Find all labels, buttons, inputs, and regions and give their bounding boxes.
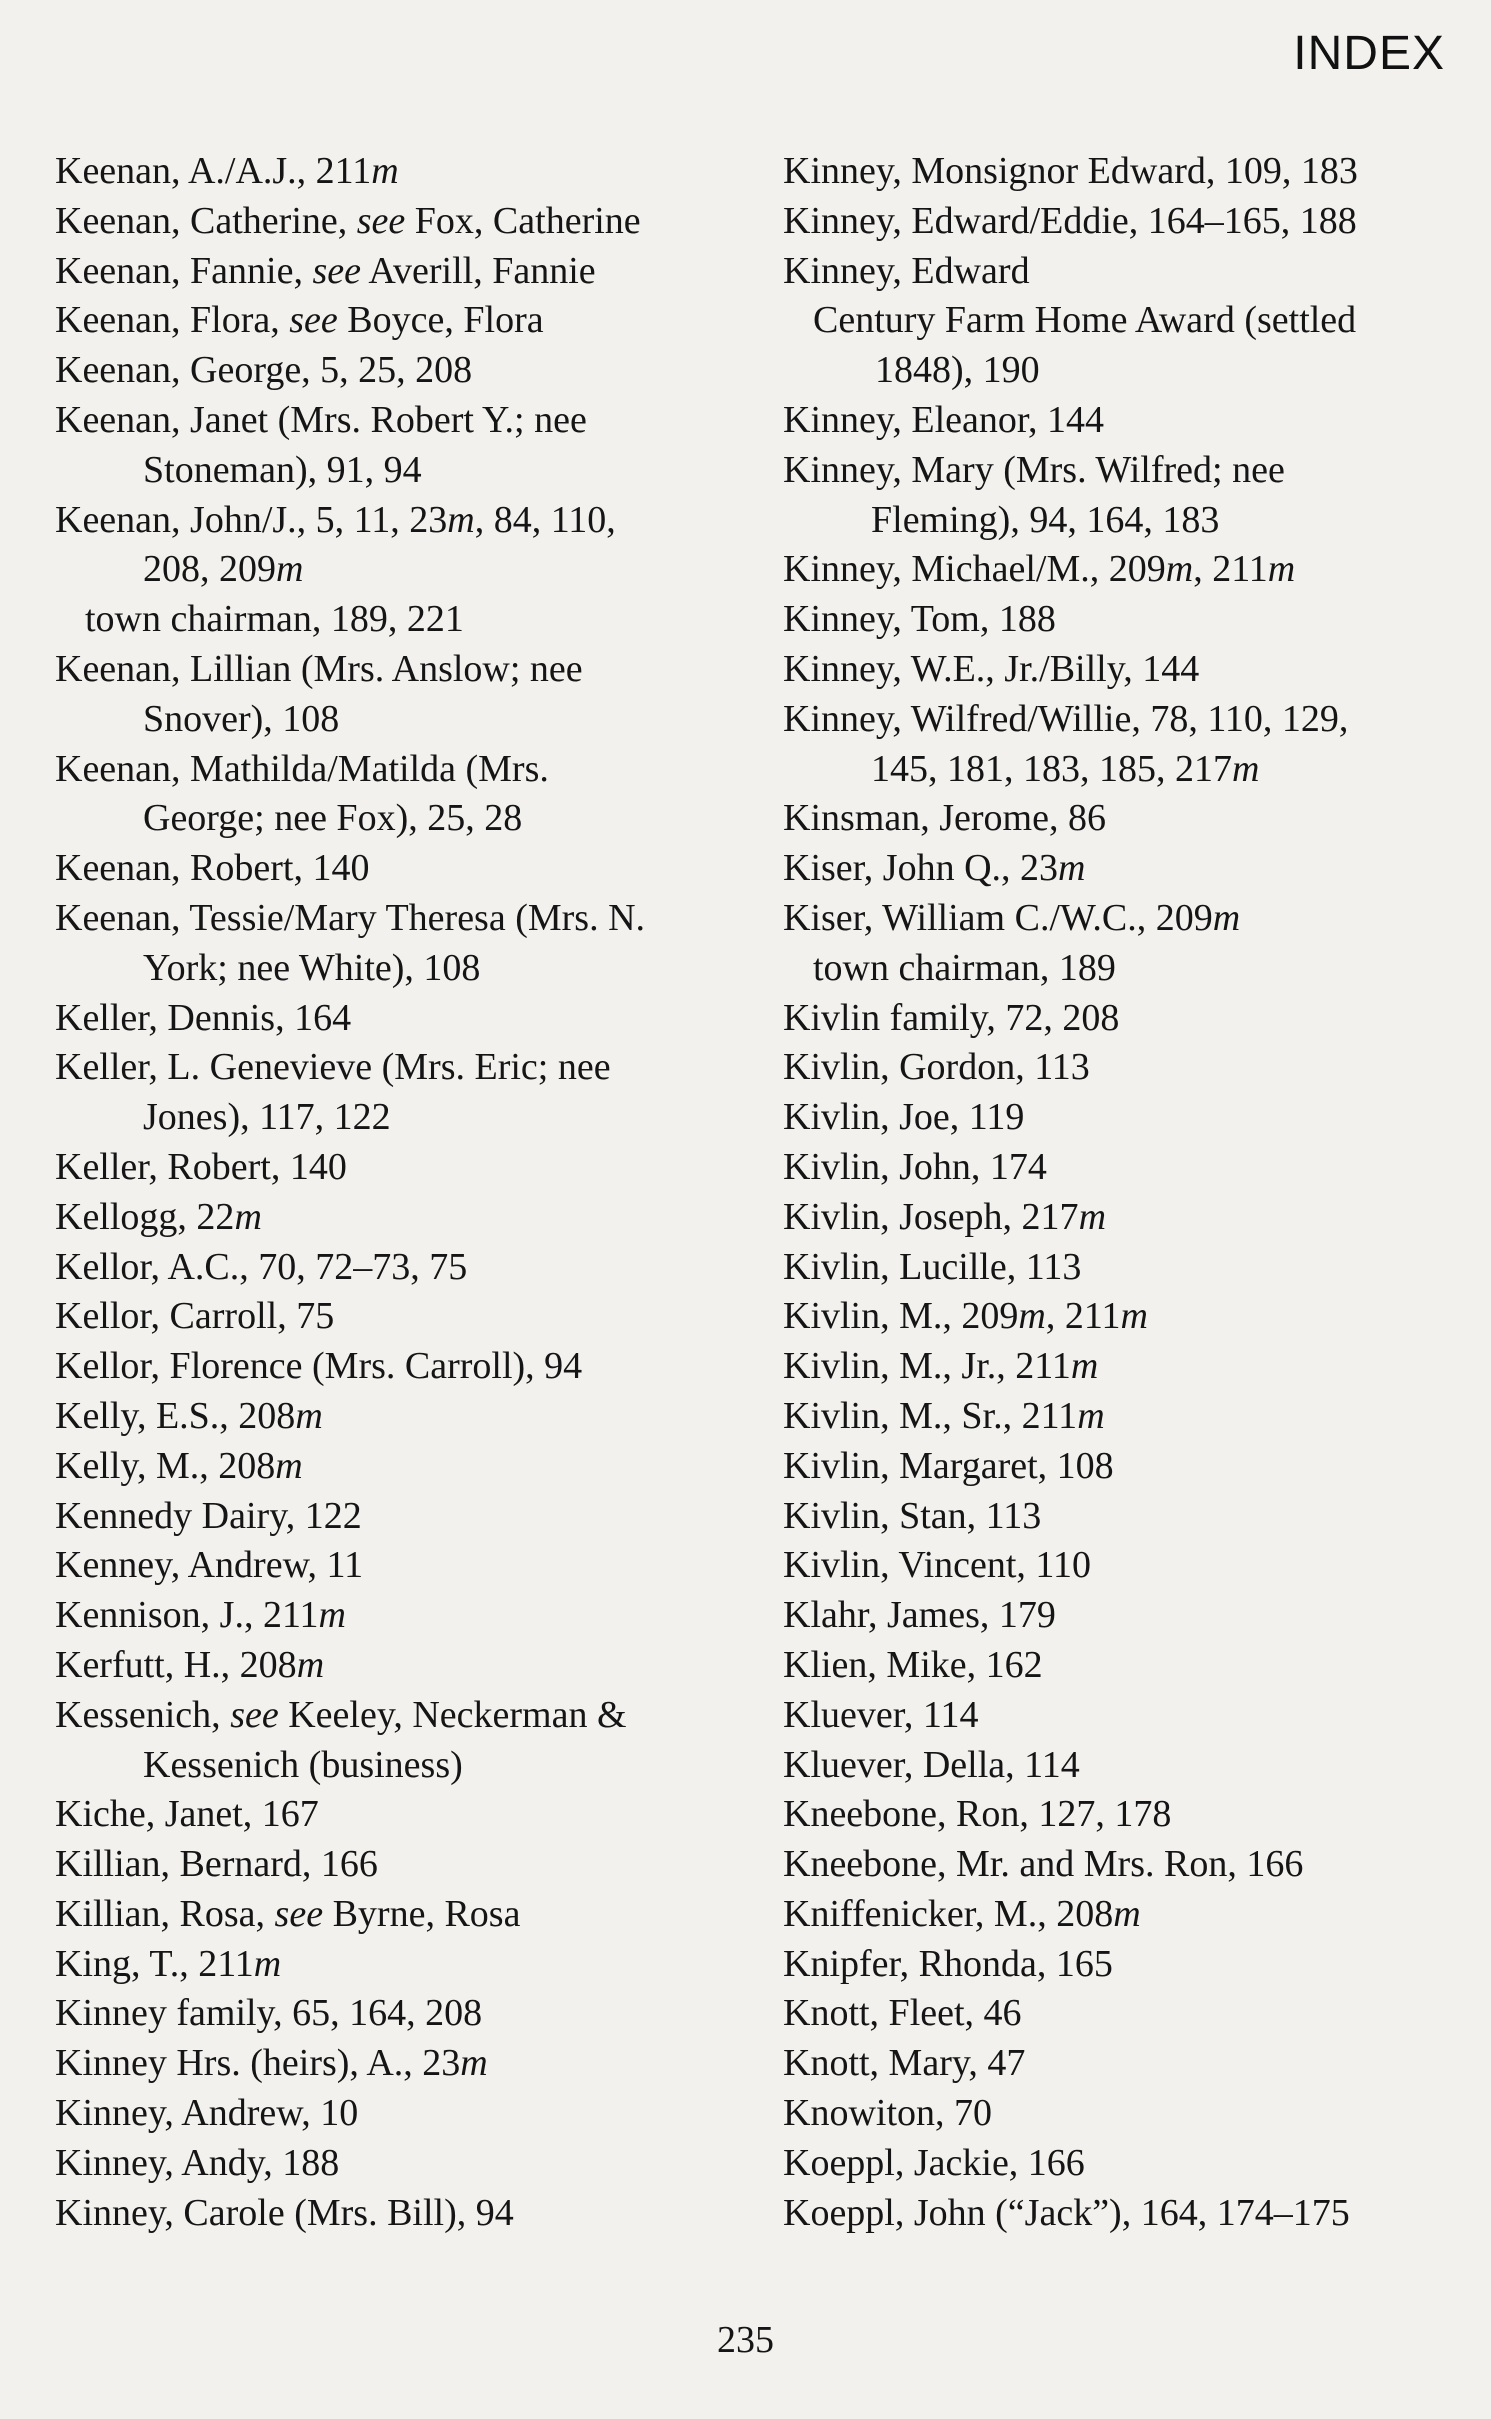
entry-text: Keenan, A./A.J., 211: [55, 150, 372, 192]
index-entry: [55, 2139, 755, 2189]
entry-text: Kivlin, Joe, 119: [783, 1096, 1025, 1139]
italic-text: m: [447, 498, 475, 541]
italic-text: see: [230, 1693, 279, 1736]
entry-text: , 211: [1193, 548, 1268, 591]
entry-text: Kluever, Della, 114: [783, 1743, 1080, 1786]
entry-text: Keenan, Lillian (Mrs. Anslow; nee: [55, 647, 583, 690]
index-entry: [55, 1641, 755, 1691]
index-entry: [55, 1243, 755, 1293]
italic-text: m: [1070, 1345, 1099, 1388]
entry-text: Kerfutt, H., 208: [55, 1643, 297, 1686]
entry-text: Keenan, John/J., 5, 11, 23: [55, 498, 448, 541]
index-entry: [783, 844, 1483, 894]
index-entry-continuation: [55, 1741, 755, 1791]
entry-text: Snover), 108: [143, 697, 340, 740]
index-entry: [783, 1591, 1483, 1641]
entry-text: Kinney, Carole (Mrs. Bill), 94: [55, 2191, 514, 2234]
entry-text: Kivlin, M., 209: [783, 1295, 1019, 1338]
entry-text: Kivlin, Margaret, 108: [783, 1444, 1114, 1487]
italic-text: m: [1120, 1295, 1148, 1338]
italic-text: see: [289, 299, 338, 342]
entry-text: Kinney, Monsignor Edward, 109, 183: [783, 150, 1358, 192]
italic-text: m: [1113, 1892, 1141, 1935]
index-entry: [55, 1940, 755, 1990]
italic-text: m: [1078, 1195, 1107, 1238]
entry-text: Keenan, Tessie/Mary Theresa (Mrs. N.: [55, 896, 646, 939]
index-entry: [783, 1541, 1483, 1591]
entry-text: Keenan, Catherine,: [55, 199, 357, 242]
index-entry: [783, 1790, 1483, 1840]
entry-text: Kellor, Carroll, 75: [55, 1295, 335, 1338]
index-entry: [783, 1043, 1483, 1093]
entry-text: Kinsman, Jerome, 86: [783, 797, 1106, 840]
italic-text: m: [371, 150, 399, 192]
page-number: 235: [717, 2319, 774, 2361]
entry-text: Kivlin, Joseph, 217: [783, 1195, 1079, 1238]
entry-text: Keller, Dennis, 164: [55, 996, 352, 1039]
entry-text: Kiser, John Q., 23: [783, 847, 1059, 890]
entry-text: Keenan, Flora,: [55, 299, 290, 342]
index-entry: [783, 2089, 1483, 2139]
entry-text: Knott, Fleet, 46: [783, 1992, 1022, 2035]
index-entry: [55, 1989, 755, 2039]
index-entry: [55, 1541, 755, 1591]
index-entry: [783, 2189, 1483, 2239]
index-entry-continuation: [783, 745, 1483, 795]
italic-text: m: [234, 1195, 262, 1238]
entry-text: Kinney, W.E., Jr./Billy, 144: [783, 647, 1200, 690]
italic-text: m: [1212, 896, 1241, 939]
entry-text: Kinney, Eleanor, 144: [783, 398, 1105, 441]
index-entry: [55, 197, 755, 247]
index-entry: [55, 1193, 755, 1243]
entry-text: Kneebone, Ron, 127, 178: [783, 1793, 1172, 1836]
running-head-title: INDEX: [1293, 27, 1445, 80]
entry-text: Averill, Fannie: [361, 249, 596, 292]
index-entry: [783, 1641, 1483, 1691]
index-entry: [783, 2139, 1483, 2189]
index-entry: [55, 1492, 755, 1542]
index-subentry: [783, 296, 1483, 346]
index-entry: [783, 197, 1483, 247]
entry-text: Kneebone, Mr. and Mrs. Ron, 166: [783, 1843, 1304, 1886]
index-entry: [783, 1940, 1483, 1990]
index-entry: [55, 1840, 755, 1890]
index-entry: [783, 1292, 1483, 1342]
entry-text: town chairman, 189, 221: [85, 598, 464, 641]
entry-text: Kivlin, M., Sr., 211: [783, 1394, 1078, 1437]
index-entry: [783, 446, 1483, 496]
entry-text: Knowiton, 70: [783, 2092, 992, 2135]
entry-text: Kniffenicker, M., 208: [783, 1892, 1114, 1935]
index-entry: [55, 496, 755, 546]
entry-text: Kinney, Michael/M., 209: [783, 548, 1166, 591]
entry-text: York; nee White), 108: [143, 946, 481, 989]
index-entry: [55, 745, 755, 795]
entry-text: Killian, Rosa,: [55, 1892, 275, 1935]
index-entry-continuation: [55, 794, 755, 844]
italic-text: m: [460, 2042, 488, 2085]
index-entry: [783, 1989, 1483, 2039]
index-entry: [783, 247, 1483, 297]
entry-text: George; nee Fox), 25, 28: [143, 797, 523, 840]
index-entry: [55, 645, 755, 695]
entry-text: Klahr, James, 179: [783, 1594, 1056, 1637]
italic-text: m: [318, 1594, 346, 1637]
entry-text: Kivlin, M., Jr., 211: [783, 1345, 1071, 1388]
entry-text: Kellor, Florence (Mrs. Carroll), 94: [55, 1345, 583, 1388]
entry-text: 145, 181, 183, 185, 217: [871, 747, 1232, 790]
index-entry-continuation: [55, 944, 755, 994]
entry-text: Kinney, Edward: [783, 249, 1030, 292]
entry-text: Kessenich,: [55, 1693, 231, 1736]
entry-text: Kennedy Dairy, 122: [55, 1494, 362, 1537]
entry-text: Keenan, Fannie,: [55, 249, 313, 292]
index-column-left: [55, 147, 755, 2238]
entry-text: Keeley, Neckerman &: [278, 1693, 627, 1736]
index-entry: [783, 1840, 1483, 1890]
index-entry-continuation: [55, 446, 755, 496]
italic-text: m: [1232, 747, 1260, 790]
italic-text: m: [1165, 548, 1194, 591]
entry-text: Killian, Bernard, 166: [55, 1843, 378, 1886]
entry-text: Fleming), 94, 164, 183: [871, 498, 1220, 541]
index-subentry: [783, 944, 1483, 994]
index-entry: [55, 2189, 755, 2239]
entry-text: Boyce, Flora: [337, 299, 544, 342]
index-entry: [783, 1243, 1483, 1293]
index-entry: [783, 1143, 1483, 1193]
index-entry: [55, 247, 755, 297]
index-entry: [55, 1292, 755, 1342]
index-entry-continuation: [783, 346, 1483, 396]
entry-text: Koeppl, Jackie, 166: [783, 2141, 1085, 2184]
entry-text: Kenney, Andrew, 11: [55, 1544, 364, 1587]
entry-text: Keenan, Robert, 140: [55, 847, 370, 890]
index-entry: [55, 1890, 755, 1940]
entry-text: Kinney, Edward/Eddie, 164–165, 188: [783, 199, 1357, 242]
entry-text: Kelly, E.S., 208: [55, 1394, 296, 1437]
entry-text: Kennison, J., 211: [55, 1594, 319, 1637]
entry-text: Kessenich (business): [143, 1743, 463, 1786]
index-entry: [55, 994, 755, 1044]
entry-text: Keller, Robert, 140: [55, 1145, 347, 1188]
entry-text: Kivlin, Vincent, 110: [783, 1544, 1092, 1587]
italic-text: see: [356, 199, 406, 242]
italic-text: m: [276, 548, 304, 591]
entry-text: Klien, Mike, 162: [783, 1643, 1043, 1686]
entry-text: Keller, L. Genevieve (Mrs. Eric; nee: [55, 1046, 611, 1089]
entry-text: town chairman, 189: [813, 946, 1116, 989]
index-entry: [783, 1342, 1483, 1392]
italic-text: m: [1018, 1295, 1046, 1338]
index-entry: [783, 147, 1483, 197]
index-entry: [55, 844, 755, 894]
index-entry: [55, 1043, 755, 1093]
index-entry: [783, 545, 1483, 595]
entry-text: Kluever, 114: [783, 1693, 979, 1736]
entry-text: Kellogg, 22: [55, 1195, 235, 1238]
index-entry: [783, 396, 1483, 446]
entry-text: Kinney Hrs. (heirs), A., 23: [55, 2042, 461, 2085]
index-entry: [55, 1392, 755, 1442]
entry-text: Keenan, George, 5, 25, 208: [55, 349, 473, 392]
index-entry: [55, 346, 755, 396]
index-entry: [783, 794, 1483, 844]
italic-text: m: [253, 1942, 282, 1985]
entry-text: King, T., 211: [55, 1942, 254, 1985]
index-entry: [783, 1392, 1483, 1442]
index-entry-continuation: [55, 545, 755, 595]
index-entry: [783, 595, 1483, 645]
index-entry-continuation: [55, 695, 755, 745]
index-entry: [783, 1442, 1483, 1492]
entry-text: , 211: [1045, 1295, 1121, 1338]
entry-text: 1848), 190: [875, 349, 1040, 392]
italic-text: m: [296, 1643, 325, 1686]
entry-text: Byrne, Rosa: [323, 1892, 521, 1935]
italic-text: see: [312, 249, 361, 292]
entry-text: Kinney, Andrew, 10: [55, 2092, 359, 2135]
index-entry: [55, 296, 755, 346]
entry-text: Kinney, Tom, 188: [783, 598, 1056, 641]
entry-text: Kivlin, Gordon, 113: [783, 1046, 1090, 1089]
index-entry: [55, 147, 755, 197]
index-entry: [55, 1691, 755, 1741]
entry-text: Kinney, Mary (Mrs. Wilfred; nee: [783, 448, 1285, 491]
index-entry: [783, 894, 1483, 944]
index-entry: [783, 1093, 1483, 1143]
index-subentry: [55, 595, 755, 645]
entry-text: Keenan, Janet (Mrs. Robert Y.; nee: [55, 398, 587, 441]
index-entry: [55, 1143, 755, 1193]
index-entry: [55, 2089, 755, 2139]
index-entry-continuation: [783, 496, 1483, 546]
entry-text: Knott, Mary, 47: [783, 2042, 1026, 2085]
index-column-right: [783, 147, 1483, 2238]
index-entry-continuation: [55, 1093, 755, 1143]
italic-text: m: [1267, 548, 1296, 591]
index-entry: [55, 894, 755, 944]
index-entry: [55, 1442, 755, 1492]
index-entry: [55, 1342, 755, 1392]
entry-text: Kiser, William C./W.C., 209: [783, 896, 1213, 939]
entry-text: Kinney, Andy, 188: [55, 2141, 340, 2184]
entry-text: Kivlin, John, 174: [783, 1145, 1047, 1188]
entry-text: , 84, 110,: [474, 498, 616, 541]
italic-text: m: [295, 1394, 323, 1437]
entry-text: Jones), 117, 122: [143, 1096, 391, 1139]
index-entry: [783, 994, 1483, 1044]
entry-text: Kivlin family, 72, 208: [783, 996, 1120, 1039]
index-entry: [783, 1741, 1483, 1791]
entry-text: Keenan, Mathilda/Matilda (Mrs.: [55, 747, 549, 790]
italic-text: m: [1077, 1394, 1105, 1437]
index-entry: [783, 1890, 1483, 1940]
entry-text: Kivlin, Stan, 113: [783, 1494, 1042, 1537]
entry-text: Kelly, M., 208: [55, 1444, 276, 1487]
entry-text: Kinney family, 65, 164, 208: [55, 1992, 483, 2035]
index-entry: [55, 2039, 755, 2089]
index-entry: [55, 396, 755, 446]
index-entry: [55, 1591, 755, 1641]
index-entry: [55, 1790, 755, 1840]
entry-text: Kinney, Wilfred/Willie, 78, 110, 129,: [783, 697, 1349, 740]
entry-text: 208, 209: [143, 548, 276, 591]
entry-text: Fox, Catherine: [405, 199, 641, 242]
entry-text: Kivlin, Lucille, 113: [783, 1245, 1082, 1288]
italic-text: m: [275, 1444, 303, 1487]
index-entry: [783, 2039, 1483, 2089]
entry-text: Kiche, Janet, 167: [55, 1793, 319, 1836]
italic-text: see: [274, 1892, 324, 1935]
index-entry: [783, 645, 1483, 695]
entry-text: Koeppl, John (“Jack”), 164, 174–175: [783, 2191, 1350, 2234]
index-entry: [783, 695, 1483, 745]
entry-text: Knipfer, Rhonda, 165: [783, 1942, 1113, 1985]
italic-text: m: [1058, 847, 1086, 890]
index-entry: [783, 1691, 1483, 1741]
entry-text: Stoneman), 91, 94: [143, 448, 422, 491]
index-entry: [783, 1492, 1483, 1542]
entry-text: Century Farm Home Award (settled: [813, 299, 1357, 342]
index-entry: [783, 1193, 1483, 1243]
entry-text: Kellor, A.C., 70, 72–73, 75: [55, 1245, 468, 1288]
